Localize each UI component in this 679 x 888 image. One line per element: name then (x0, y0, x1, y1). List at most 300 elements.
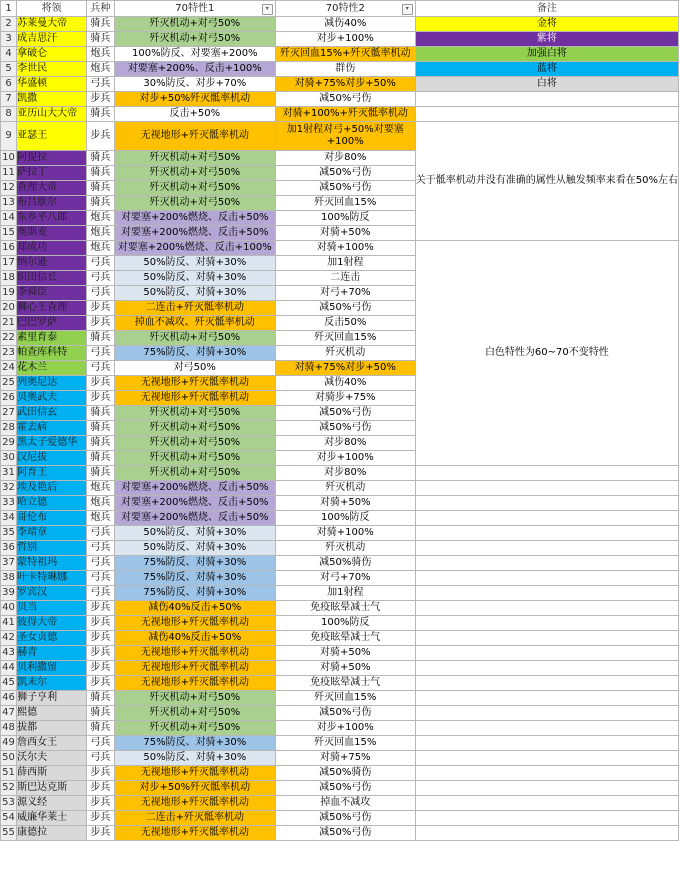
general-name-cell[interactable]: 亚瑟王 (17, 122, 87, 151)
trait1-cell[interactable]: 无视地形+歼灭骶率机动 (114, 766, 275, 781)
general-name-cell[interactable]: 凯撒 (17, 92, 87, 107)
general-name-cell[interactable]: 郑成功 (17, 241, 87, 256)
row-number[interactable]: 25 (1, 376, 17, 391)
empty-cell[interactable] (415, 811, 678, 826)
row-number[interactable]: 40 (1, 601, 17, 616)
unit-type-cell[interactable]: 弓兵 (87, 736, 115, 751)
trait2-cell[interactable]: 歼灭回血15% (275, 331, 415, 346)
general-name-cell[interactable]: 源义经 (17, 796, 87, 811)
empty-cell[interactable] (415, 766, 678, 781)
trait1-cell[interactable]: 歼灭机动+对弓50% (114, 196, 275, 211)
row-number[interactable]: 43 (1, 646, 17, 661)
trait2-cell[interactable]: 对骑+75%对步+50% (275, 77, 415, 92)
trait2-cell[interactable]: 对骑+50% (275, 646, 415, 661)
general-name-cell[interactable]: 熙德 (17, 706, 87, 721)
trait2-cell[interactable]: 反击50% (275, 316, 415, 331)
row-number[interactable]: 27 (1, 406, 17, 421)
header-note[interactable]: 备注 (415, 1, 678, 17)
trait2-cell[interactable]: 歼灭机动 (275, 541, 415, 556)
row-number[interactable]: 24 (1, 361, 17, 376)
trait1-cell[interactable]: 对要塞+200%燃烧、反击+50% (114, 481, 275, 496)
row-number[interactable]: 52 (1, 781, 17, 796)
empty-cell[interactable] (415, 496, 678, 511)
trait1-cell[interactable]: 50%防反、对骑+30% (114, 541, 275, 556)
empty-cell[interactable] (415, 736, 678, 751)
empty-cell[interactable] (415, 661, 678, 676)
general-name-cell[interactable]: 成吉思汗 (17, 32, 87, 47)
general-name-cell[interactable]: 沃尔夫 (17, 751, 87, 766)
legend-cell[interactable]: 加强白将 (415, 47, 678, 62)
general-name-cell[interactable]: 圣女贞德 (17, 631, 87, 646)
general-name-cell[interactable]: 哈立德 (17, 496, 87, 511)
general-name-cell[interactable]: 贝当 (17, 601, 87, 616)
trait1-cell[interactable]: 歼灭机动+对弓50% (114, 406, 275, 421)
empty-cell[interactable] (415, 826, 678, 841)
row-number[interactable]: 53 (1, 796, 17, 811)
trait2-cell[interactable]: 减50%弓伤 (275, 811, 415, 826)
empty-cell[interactable] (415, 466, 678, 481)
row-number[interactable]: 28 (1, 421, 17, 436)
trait2-cell[interactable]: 对弓+70% (275, 286, 415, 301)
trait2-cell[interactable]: 减50%弓伤 (275, 826, 415, 841)
row-number[interactable]: 17 (1, 256, 17, 271)
empty-cell[interactable] (415, 646, 678, 661)
general-name-cell[interactable]: 蒙特祖玛 (17, 556, 87, 571)
trait2-cell[interactable]: 对骑+75% (275, 751, 415, 766)
row-number[interactable]: 49 (1, 736, 17, 751)
header-trait1[interactable] (114, 1, 275, 17)
trait2-cell[interactable]: 歼灭回血15% (275, 196, 415, 211)
general-name-cell[interactable]: 威廉华莱士 (17, 811, 87, 826)
empty-cell[interactable] (415, 751, 678, 766)
trait1-cell[interactable]: 歼灭机动+对弓50% (114, 331, 275, 346)
general-name-cell[interactable]: 武田信玄 (17, 406, 87, 421)
trait1-cell[interactable]: 歼灭机动+对弓50% (114, 706, 275, 721)
trait1-cell[interactable]: 75%防反、对骑+30% (114, 736, 275, 751)
trait2-cell[interactable]: 对弓+70% (275, 571, 415, 586)
row-number[interactable]: 51 (1, 766, 17, 781)
unit-type-cell[interactable]: 步兵 (87, 781, 115, 796)
legend-cell[interactable]: 金将 (415, 17, 678, 32)
general-name-cell[interactable]: 霍去病 (17, 421, 87, 436)
general-name-cell[interactable]: 斯巴达克斯 (17, 781, 87, 796)
empty-cell[interactable] (415, 601, 678, 616)
unit-type-cell[interactable]: 炮兵 (87, 226, 115, 241)
trait2-cell[interactable]: 减50%弓伤 (275, 181, 415, 196)
trait1-cell[interactable]: 对要塞+200%燃烧、反击+50% (114, 226, 275, 241)
unit-type-cell[interactable]: 弓兵 (87, 256, 115, 271)
trait1-cell[interactable]: 对弓50% (114, 361, 275, 376)
unit-type-cell[interactable]: 炮兵 (87, 481, 115, 496)
row-number[interactable]: 5 (1, 62, 17, 77)
trait2-cell[interactable]: 对步+100% (275, 32, 415, 47)
trait2-cell[interactable]: 对骑步+75% (275, 391, 415, 406)
unit-type-cell[interactable]: 炮兵 (87, 241, 115, 256)
trait2-cell[interactable]: 对骑+75%对步+50% (275, 361, 415, 376)
legend-cell[interactable]: 蓝将 (415, 62, 678, 77)
trait1-cell[interactable]: 75%防反、对骑+30% (114, 346, 275, 361)
row-number[interactable]: 14 (1, 211, 17, 226)
trait2-cell[interactable]: 减50%弓伤 (275, 706, 415, 721)
empty-cell[interactable] (415, 721, 678, 736)
note-white-traits[interactable]: 白色特性为60~70不变特性 (415, 241, 678, 466)
unit-type-cell[interactable]: 步兵 (87, 122, 115, 151)
unit-type-cell[interactable]: 步兵 (87, 391, 115, 406)
empty-cell[interactable] (415, 541, 678, 556)
trait1-cell[interactable]: 反击+50% (114, 107, 275, 122)
trait2-cell[interactable]: 减50%弓伤 (275, 406, 415, 421)
empty-cell[interactable] (415, 556, 678, 571)
unit-type-cell[interactable]: 步兵 (87, 616, 115, 631)
trait2-cell[interactable]: 对步80% (275, 151, 415, 166)
unit-type-cell[interactable]: 骑兵 (87, 32, 115, 47)
row-number[interactable]: 19 (1, 286, 17, 301)
row-number[interactable]: 15 (1, 226, 17, 241)
row-number[interactable]: 2 (1, 17, 17, 32)
trait1-cell[interactable]: 对步+50%歼灭骶率机动 (114, 781, 275, 796)
general-name-cell[interactable]: 狮心王查理 (17, 301, 87, 316)
trait2-cell[interactable]: 群伤 (275, 62, 415, 77)
empty-cell[interactable] (415, 92, 678, 107)
unit-type-cell[interactable]: 弓兵 (87, 286, 115, 301)
trait2-cell[interactable]: 歼灭机动 (275, 346, 415, 361)
trait2-cell[interactable]: 100%防反 (275, 211, 415, 226)
row-number[interactable]: 18 (1, 271, 17, 286)
trait1-cell[interactable]: 无视地形+歼灭骶率机动 (114, 796, 275, 811)
trait1-cell[interactable]: 无视地形+歼灭骶率机动 (114, 122, 275, 151)
header-trait2[interactable] (275, 1, 415, 17)
row-number[interactable]: 36 (1, 541, 17, 556)
row-number[interactable]: 8 (1, 107, 17, 122)
general-name-cell[interactable]: 查理大帝 (17, 181, 87, 196)
row-number[interactable]: 45 (1, 676, 17, 691)
trait2-cell[interactable]: 减伤40% (275, 17, 415, 32)
empty-cell[interactable] (415, 526, 678, 541)
empty-cell[interactable] (415, 796, 678, 811)
general-name-cell[interactable]: 叶卡特琳娜 (17, 571, 87, 586)
row-number[interactable]: 41 (1, 616, 17, 631)
row-number[interactable]: 26 (1, 391, 17, 406)
trait2-cell[interactable]: 对步80% (275, 466, 415, 481)
row-number[interactable]: 55 (1, 826, 17, 841)
row-number[interactable]: 34 (1, 511, 17, 526)
trait1-cell[interactable]: 歼灭机动+对弓50% (114, 166, 275, 181)
trait2-cell[interactable]: 对骑+100% (275, 526, 415, 541)
unit-type-cell[interactable]: 步兵 (87, 376, 115, 391)
row-number[interactable]: 48 (1, 721, 17, 736)
trait2-cell[interactable]: 对骑+50% (275, 661, 415, 676)
row-number[interactable]: 42 (1, 631, 17, 646)
unit-type-cell[interactable]: 炮兵 (87, 62, 115, 77)
row-number[interactable]: 4 (1, 47, 17, 62)
trait1-cell[interactable]: 歼灭机动+对弓50% (114, 436, 275, 451)
general-name-cell[interactable]: 贝利撒留 (17, 661, 87, 676)
trait1-cell[interactable]: 二连击+歼灭骶率机动 (114, 301, 275, 316)
trait2-cell[interactable]: 对步+100% (275, 721, 415, 736)
trait1-cell[interactable]: 掉血不减攻、歼灭骶率机动 (114, 316, 275, 331)
trait2-cell[interactable]: 掉血不减攻 (275, 796, 415, 811)
general-name-cell[interactable]: 列奥尼达 (17, 376, 87, 391)
unit-type-cell[interactable]: 弓兵 (87, 77, 115, 92)
trait1-cell[interactable]: 歼灭机动+对弓50% (114, 451, 275, 466)
trait2-cell[interactable]: 加1射程对弓+50%对要塞+100% (275, 122, 415, 151)
general-name-cell[interactable]: 贝奥武夫 (17, 391, 87, 406)
row-number[interactable]: 1 (1, 1, 17, 17)
general-name-cell[interactable]: 彼得大帝 (17, 616, 87, 631)
trait2-cell[interactable]: 对骑+50% (275, 496, 415, 511)
empty-cell[interactable] (415, 616, 678, 631)
header-type[interactable]: 兵种 (87, 1, 115, 17)
empty-cell[interactable] (415, 706, 678, 721)
header-name[interactable]: 将领 (17, 1, 87, 17)
row-number[interactable]: 32 (1, 481, 17, 496)
row-number[interactable]: 12 (1, 181, 17, 196)
general-name-cell[interactable]: 康德拉 (17, 826, 87, 841)
row-number[interactable]: 30 (1, 451, 17, 466)
empty-cell[interactable] (415, 107, 678, 122)
row-number[interactable]: 10 (1, 151, 17, 166)
trait1-cell[interactable]: 歼灭机动+对弓50% (114, 181, 275, 196)
trait2-cell[interactable]: 对骑+50% (275, 226, 415, 241)
unit-type-cell[interactable]: 步兵 (87, 92, 115, 107)
empty-cell[interactable] (415, 481, 678, 496)
general-name-cell[interactable]: 埃及艳后 (17, 481, 87, 496)
trait1-cell[interactable]: 歼灭机动+对弓50% (114, 421, 275, 436)
general-name-cell[interactable]: 阿育王 (17, 466, 87, 481)
filter-dropdown-icon[interactable]: ▾ (262, 4, 273, 15)
unit-type-cell[interactable]: 弓兵 (87, 346, 115, 361)
row-number[interactable]: 9 (1, 122, 17, 151)
unit-type-cell[interactable]: 步兵 (87, 826, 115, 841)
trait2-cell[interactable]: 减伤40% (275, 376, 415, 391)
trait2-cell[interactable]: 歼灭回血15% (275, 736, 415, 751)
trait1-cell[interactable]: 对要塞+200%燃烧、反击+100% (114, 241, 275, 256)
general-name-cell[interactable]: 李舜臣 (17, 286, 87, 301)
row-number[interactable]: 54 (1, 811, 17, 826)
trait1-cell[interactable]: 对要塞+200%燃烧、反击+50% (114, 211, 275, 226)
unit-type-cell[interactable]: 骑兵 (87, 166, 115, 181)
trait1-cell[interactable]: 无视地形+歼灭骶率机动 (114, 616, 275, 631)
unit-type-cell[interactable]: 炮兵 (87, 211, 115, 226)
trait2-cell[interactable]: 免疫眩晕减士气 (275, 676, 415, 691)
general-name-cell[interactable]: 狮子亨利 (17, 691, 87, 706)
trait2-cell[interactable]: 减50%骑伤 (275, 766, 415, 781)
general-name-cell[interactable]: 素里育泰 (17, 331, 87, 346)
row-number[interactable]: 37 (1, 556, 17, 571)
row-number[interactable]: 20 (1, 301, 17, 316)
unit-type-cell[interactable]: 弓兵 (87, 541, 115, 556)
unit-type-cell[interactable]: 弓兵 (87, 526, 115, 541)
trait2-cell[interactable]: 对步80% (275, 436, 415, 451)
trait2-cell[interactable]: 二连击 (275, 271, 415, 286)
trait2-cell[interactable]: 免疫眩晕减士气 (275, 601, 415, 616)
trait1-cell[interactable]: 无视地形+歼灭骶率机动 (114, 661, 275, 676)
trait2-cell[interactable]: 100%防反 (275, 616, 415, 631)
row-number[interactable]: 22 (1, 331, 17, 346)
trait2-cell[interactable]: 减50%骑伤 (275, 556, 415, 571)
legend-cell[interactable]: 白将 (415, 77, 678, 92)
trait2-cell[interactable]: 减50%弓伤 (275, 301, 415, 316)
row-number[interactable]: 38 (1, 571, 17, 586)
row-number[interactable]: 13 (1, 196, 17, 211)
general-name-cell[interactable]: 苏莱曼大帝 (17, 17, 87, 32)
trait1-cell[interactable]: 50%防反、对骑+30% (114, 271, 275, 286)
trait2-cell[interactable]: 对步+100% (275, 451, 415, 466)
unit-type-cell[interactable]: 步兵 (87, 316, 115, 331)
unit-type-cell[interactable]: 骑兵 (87, 706, 115, 721)
trait1-cell[interactable]: 100%防反、对要塞+200% (114, 47, 275, 62)
unit-type-cell[interactable]: 骑兵 (87, 196, 115, 211)
general-name-cell[interactable]: 奥斯麦 (17, 226, 87, 241)
unit-type-cell[interactable]: 步兵 (87, 646, 115, 661)
trait2-cell[interactable]: 歼灭回血15%+歼灭骶率机动 (275, 47, 415, 62)
trait1-cell[interactable]: 无视地形+歼灭骶率机动 (114, 826, 275, 841)
unit-type-cell[interactable]: 弓兵 (87, 361, 115, 376)
unit-type-cell[interactable]: 炮兵 (87, 496, 115, 511)
trait1-cell[interactable]: 歼灭机动+对弓50% (114, 466, 275, 481)
unit-type-cell[interactable]: 骑兵 (87, 451, 115, 466)
trait1-cell[interactable]: 30%防反、对步+70% (114, 77, 275, 92)
trait1-cell[interactable]: 减伤40%反击+50% (114, 601, 275, 616)
general-name-cell[interactable]: 阿提拉 (17, 151, 87, 166)
trait1-cell[interactable]: 对步+50%歼灭骶率机动 (114, 92, 275, 107)
general-name-cell[interactable]: 哲别 (17, 541, 87, 556)
unit-type-cell[interactable]: 步兵 (87, 676, 115, 691)
empty-cell[interactable] (415, 691, 678, 706)
row-number[interactable]: 11 (1, 166, 17, 181)
general-name-cell[interactable]: 罗宾汉 (17, 586, 87, 601)
general-name-cell[interactable]: 纳尔逊 (17, 256, 87, 271)
general-name-cell[interactable]: 织田信长 (17, 271, 87, 286)
unit-type-cell[interactable]: 弓兵 (87, 556, 115, 571)
row-number[interactable]: 35 (1, 526, 17, 541)
trait1-cell[interactable]: 对要塞+200%、反击+100% (114, 62, 275, 77)
trait2-cell[interactable]: 歼灭回血15% (275, 691, 415, 706)
trait2-cell[interactable]: 对骑+100%+歼灭骶率机动 (275, 107, 415, 122)
unit-type-cell[interactable]: 步兵 (87, 766, 115, 781)
trait1-cell[interactable]: 对要塞+200%燃烧、反击+50% (114, 511, 275, 526)
general-name-cell[interactable]: 汉尼拔 (17, 451, 87, 466)
row-number[interactable]: 31 (1, 466, 17, 481)
general-name-cell[interactable]: 薛西斯 (17, 766, 87, 781)
legend-cell[interactable]: 紫将 (415, 32, 678, 47)
trait1-cell[interactable]: 50%防反、对骑+30% (114, 751, 275, 766)
trait1-cell[interactable]: 歼灭机动+对弓50% (114, 32, 275, 47)
trait2-cell[interactable]: 加1射程 (275, 256, 415, 271)
trait2-cell[interactable]: 减50%弓伤 (275, 421, 415, 436)
unit-type-cell[interactable]: 骑兵 (87, 331, 115, 346)
unit-type-cell[interactable]: 步兵 (87, 301, 115, 316)
row-number[interactable]: 47 (1, 706, 17, 721)
note-trigger-rate[interactable]: 关于骶率机动并没有准确的属性从触发频率来看在50%左右 (415, 122, 678, 241)
unit-type-cell[interactable]: 骑兵 (87, 107, 115, 122)
trait2-cell[interactable]: 对骑+100% (275, 241, 415, 256)
trait1-cell[interactable]: 50%防反、对骑+30% (114, 286, 275, 301)
unit-type-cell[interactable]: 骑兵 (87, 406, 115, 421)
trait1-cell[interactable]: 歼灭机动+对弓50% (114, 151, 275, 166)
empty-cell[interactable] (415, 511, 678, 526)
row-number[interactable]: 23 (1, 346, 17, 361)
trait2-cell[interactable]: 100%防反 (275, 511, 415, 526)
trait2-cell[interactable]: 歼灭机动 (275, 481, 415, 496)
general-name-cell[interactable]: 华盛顿 (17, 77, 87, 92)
unit-type-cell[interactable]: 骑兵 (87, 181, 115, 196)
unit-type-cell[interactable]: 骑兵 (87, 421, 115, 436)
trait1-cell[interactable]: 歼灭机动+对弓50% (114, 17, 275, 32)
trait2-cell[interactable]: 减50%弓伤 (275, 781, 415, 796)
unit-type-cell[interactable]: 步兵 (87, 601, 115, 616)
unit-type-cell[interactable]: 炮兵 (87, 511, 115, 526)
unit-type-cell[interactable]: 步兵 (87, 631, 115, 646)
unit-type-cell[interactable]: 骑兵 (87, 151, 115, 166)
row-number[interactable]: 21 (1, 316, 17, 331)
trait1-cell[interactable]: 50%防反、对骑+30% (114, 526, 275, 541)
trait1-cell[interactable]: 歼灭机动+对弓50% (114, 691, 275, 706)
unit-type-cell[interactable]: 骑兵 (87, 17, 115, 32)
unit-type-cell[interactable]: 步兵 (87, 811, 115, 826)
general-name-cell[interactable]: 拔都 (17, 721, 87, 736)
trait1-cell[interactable]: 无视地形+歼灭骶率机动 (114, 391, 275, 406)
unit-type-cell[interactable]: 骑兵 (87, 721, 115, 736)
row-number[interactable]: 29 (1, 436, 17, 451)
general-name-cell[interactable]: 赫青 (17, 646, 87, 661)
row-number[interactable]: 16 (1, 241, 17, 256)
unit-type-cell[interactable]: 骑兵 (87, 436, 115, 451)
filter-dropdown-icon[interactable]: ▾ (402, 4, 413, 15)
unit-type-cell[interactable]: 弓兵 (87, 586, 115, 601)
general-name-cell[interactable]: 帕查库科特 (17, 346, 87, 361)
trait2-cell[interactable]: 免疫眩晕减士气 (275, 631, 415, 646)
general-name-cell[interactable]: 哥伦布 (17, 511, 87, 526)
unit-type-cell[interactable]: 炮兵 (87, 47, 115, 62)
trait1-cell[interactable]: 减伤40%反击+50% (114, 631, 275, 646)
unit-type-cell[interactable]: 弓兵 (87, 751, 115, 766)
trait1-cell[interactable]: 75%防反、对骑+30% (114, 556, 275, 571)
general-name-cell[interactable]: 拿破仑 (17, 47, 87, 62)
trait2-cell[interactable]: 减50%弓伤 (275, 92, 415, 107)
empty-cell[interactable] (415, 676, 678, 691)
empty-cell[interactable] (415, 631, 678, 646)
row-number[interactable]: 46 (1, 691, 17, 706)
trait2-cell[interactable]: 减50%弓伤 (275, 166, 415, 181)
empty-cell[interactable] (415, 571, 678, 586)
trait1-cell[interactable]: 无视地形+歼灭骶率机动 (114, 376, 275, 391)
row-number[interactable]: 44 (1, 661, 17, 676)
row-number[interactable]: 3 (1, 32, 17, 47)
general-name-cell[interactable]: 凯末尔 (17, 676, 87, 691)
unit-type-cell[interactable]: 步兵 (87, 661, 115, 676)
row-number[interactable]: 6 (1, 77, 17, 92)
general-name-cell[interactable]: 花木兰 (17, 361, 87, 376)
trait2-cell[interactable]: 加1射程 (275, 586, 415, 601)
general-name-cell[interactable]: 李靖章 (17, 526, 87, 541)
row-number[interactable]: 39 (1, 586, 17, 601)
general-name-cell[interactable]: 萨拉丁 (17, 166, 87, 181)
row-number[interactable]: 33 (1, 496, 17, 511)
trait1-cell[interactable]: 75%防反、对骑+30% (114, 586, 275, 601)
empty-cell[interactable] (415, 586, 678, 601)
general-name-cell[interactable]: 东乡平八郎 (17, 211, 87, 226)
row-number[interactable]: 50 (1, 751, 17, 766)
trait1-cell[interactable]: 对要塞+200%燃烧、反击+50% (114, 496, 275, 511)
empty-cell[interactable] (415, 781, 678, 796)
general-name-cell[interactable]: 布吕歇尔 (17, 196, 87, 211)
general-name-cell[interactable]: 詹西女王 (17, 736, 87, 751)
unit-type-cell[interactable]: 步兵 (87, 796, 115, 811)
unit-type-cell[interactable]: 弓兵 (87, 271, 115, 286)
unit-type-cell[interactable]: 弓兵 (87, 571, 115, 586)
unit-type-cell[interactable]: 骑兵 (87, 466, 115, 481)
